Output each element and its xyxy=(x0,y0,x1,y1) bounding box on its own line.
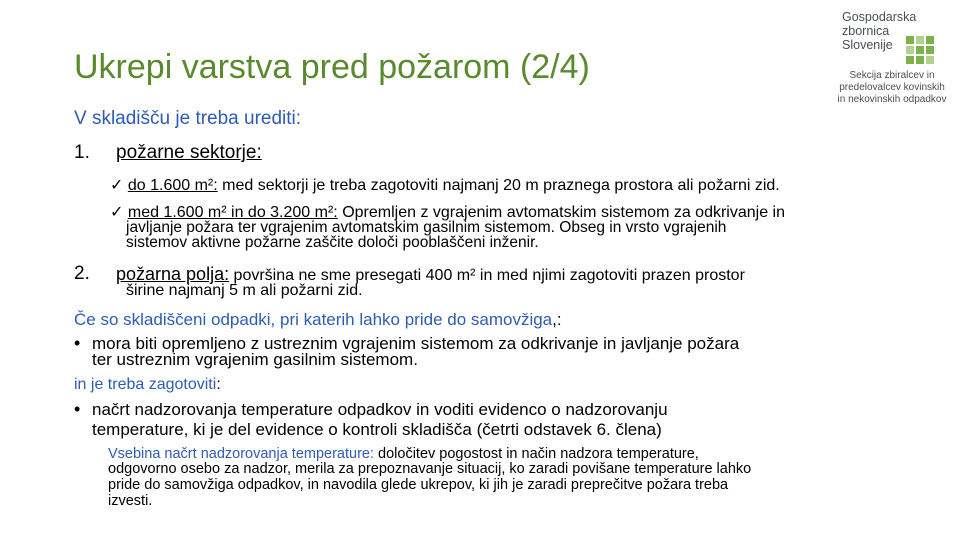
item1-number: 1. xyxy=(74,142,90,163)
ensure-line2: temperature, ki je del evidence o kontroli skladišča (četrti odstavek 6. člena) xyxy=(92,420,662,439)
note-line4: izvesti. xyxy=(108,493,153,509)
sub1-label: do 1.600 m²: xyxy=(127,177,218,194)
sub2-text: Opremljen z vgrajenim avtomatskim sistemom za odkrivanje in xyxy=(337,204,786,221)
note-line1: Vsebina načrt nadzorovanja temperature: določitev pogostost in način nadzora temperature, xyxy=(108,446,699,462)
waste-line1: mora biti opremljeno z ustreznim vgrajenim sistemom za odkrivanje in javljanje požara xyxy=(92,334,740,353)
item2-label: požarna polja: xyxy=(116,264,230,284)
sub2-line2: javljanje požara ter vgrajenim avtomatskim gasilnim sistemom. Obseg in vrsto vgrajenih xyxy=(126,219,727,236)
logo-org-name: Gospodarska zbornica Slovenije xyxy=(842,10,917,52)
waste-line2: ter ustreznim vgrajenim gasilnim sistemom. xyxy=(92,350,418,369)
item2-number: 2. xyxy=(74,263,90,284)
check-icon: ✓ xyxy=(110,177,124,194)
waste-bullet: • xyxy=(74,333,81,353)
note-line2: odgovorno osebo za nadzor, merila za prepoznavanje situacij, ko zaradi povišane temperature lahko xyxy=(108,461,752,477)
sub1-text: med sektorji je treba zagotoviti najmanj 20 m praznega prostora ali požarni zid. xyxy=(217,177,780,194)
logo-section-name: Sekcija zbiralcev in predelovalcev kovinskih in nekovinskih odpadkov xyxy=(837,70,947,105)
ensure-line1: načrt nadzorovanja temperature odpadkov in voditi evidenco o nadzorovanju xyxy=(92,400,668,419)
item2-line1 xyxy=(116,264,745,284)
ensure-bullet: • xyxy=(74,399,81,419)
waste-heading: Če so skladiščeni odpadki, pri katerih lahko pride do samovžiga,: xyxy=(74,310,562,329)
ensure-heading: in je treba zagotoviti: xyxy=(74,376,221,393)
section-heading: V skladišču je treba urediti: xyxy=(74,108,302,129)
item1-label: požarne sektorje: xyxy=(116,142,262,163)
check-icon: ✓ xyxy=(110,204,124,221)
item2-line2: širine najmanj 5 m ali požarni zid. xyxy=(126,282,363,299)
sub2-line3: sistemov aktivne požarne zaščite določi pooblaščeni inženir. xyxy=(126,234,539,251)
logo-grid-icon xyxy=(906,36,936,66)
gzs-logo xyxy=(838,8,950,108)
note-line3: pride do samovžiga odpadkov, in navodila glede ukrepov, ki jih je zaradi preprečitve požara treba xyxy=(108,477,729,493)
note-label: Vsebina načrt nadzorovanja temperature: xyxy=(108,446,374,462)
slide-title: Ukrepi varstva pred požarom (2/4) xyxy=(74,48,590,86)
sub1-line xyxy=(110,175,780,195)
item2-text: površina ne sme presegati 400 m² in med njimi zagotoviti prazen prostor xyxy=(229,267,745,284)
sub2-label: med 1.600 m² in do 3.200 m²: xyxy=(127,204,338,221)
